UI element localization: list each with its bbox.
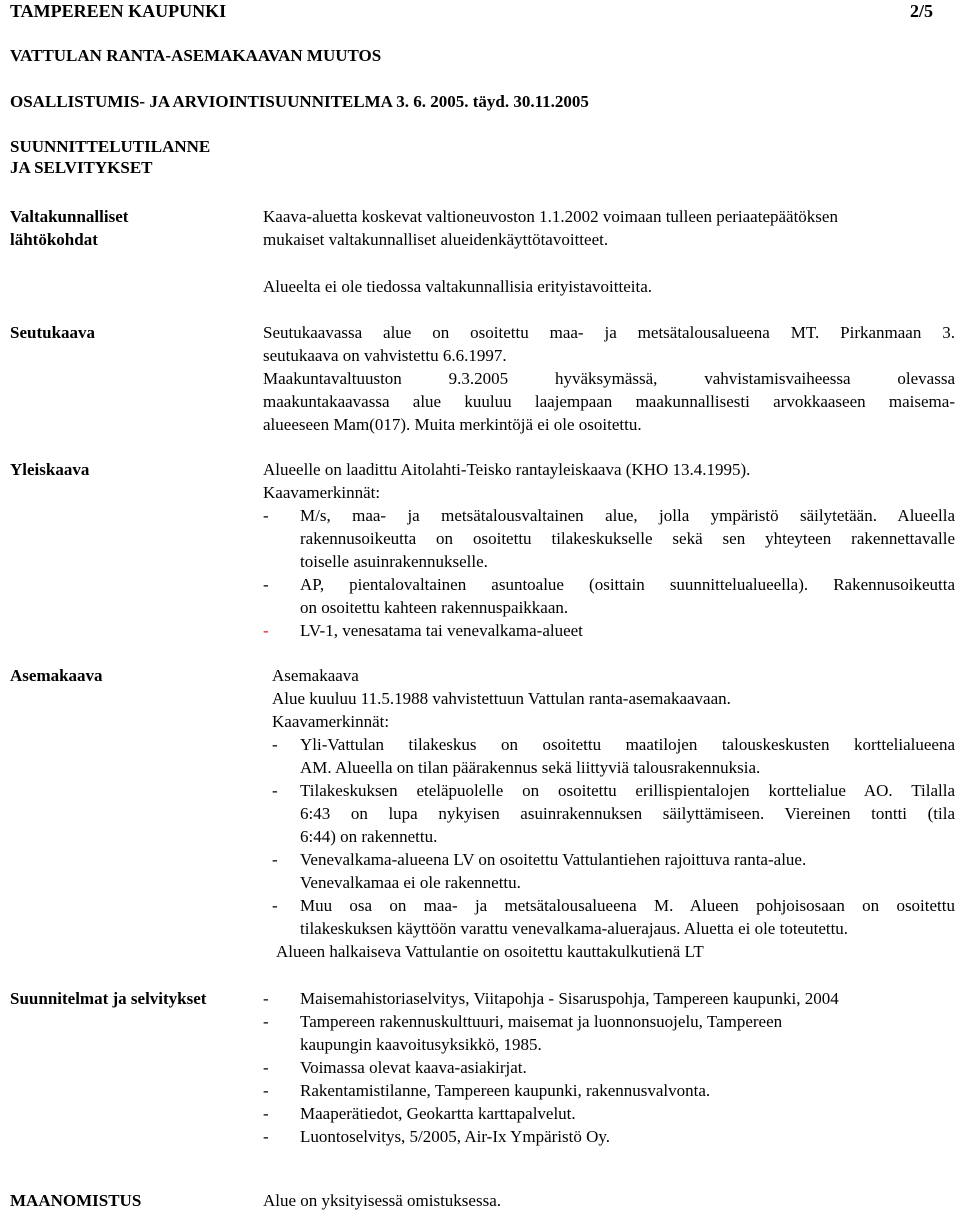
suunnitelmat-item-2-line-1: Tampereen rakennuskulttuuri, maisemat ja luonnonsuojelu, Tampereen [300,1012,783,1031]
suunnitelmat-item-4: Rakentamistilanne, Tampereen kaupunki, rakennusvalvonta. [300,1081,711,1100]
suunnitelmat-dash-4: - [263,1081,269,1100]
asemakaava-item-2-line-2: 6:43 on lupa nykyisen asuinrakennuksen säilyttämiseen. Viereinen tontti (tila [300,804,955,823]
asemakaava-heading: Asemakaava [272,666,359,685]
yleiskaava-dash-3-red: - [263,621,269,640]
yleiskaava-line-2: Kaavamerkinnät: [263,483,381,502]
yleiskaava-item-2-line-1: AP, pientalovaltainen asuntoalue (osittain suunnittelualueella). Rakennusoikeutta [300,575,955,594]
yleiskaava-item-3-line-1: LV-1, venesatama tai venevalkama-alueet [300,621,583,640]
section-heading-line1: SUUNNITTELUTILANNE [10,137,211,156]
seutukaava-label: Seutukaava [10,323,96,342]
yleiskaava-dash-2: - [263,575,269,594]
seutukaava-line-4: maakuntakaavassa alue kuuluu laajempaan maakunnallisesti arvokkaaseen maisema- [263,392,955,411]
maanomistus-text: Alue on yksityisessä omistuksessa. [263,1191,501,1210]
valtakunnalliset-label-1: Valtakunnalliset [10,207,129,226]
suunnitelmat-dash-5: - [263,1104,269,1123]
yleiskaava-label: Yleiskaava [10,460,90,479]
suunnitelmat-item-2-line-2: kaupungin kaavoitusyksikkö, 1985. [300,1035,542,1054]
asemakaava-line-1: Alue kuuluu 11.5.1988 vahvistettuun Vattulan ranta-asemakaavaan. [272,689,731,708]
asemakaava-dash-3: - [272,850,278,869]
asemakaava-item-3-line-1: Venevalkama-alueena LV on osoitettu Vattulantiehen rajoittuva ranta-alue. [300,850,807,869]
section-heading-line2: JA SELVITYKSET [10,158,153,177]
page-number: 2/5 [910,1,934,21]
asemakaava-item-3-line-2: Venevalkamaa ei ole rakennettu. [300,873,521,892]
document-subtitle: OSALLISTUMIS- JA ARVIOINTISUUNNITELMA 3. 6. 2005. täyd. 30.11.2005 [10,92,589,111]
suunnitelmat-dash-3: - [263,1058,269,1077]
asemakaava-label: Asemakaava [10,666,103,685]
valtakunnalliset-text-2: mukaiset valtakunnalliset alueidenkäyttötavoitteet. [263,230,609,249]
suunnitelmat-item-6: Luontoselvitys, 5/2005, Air-Ix Ympäristö Oy. [300,1127,611,1146]
yleiskaava-item-1-line-2: rakennusoikeutta on osoitettu tilakeskukselle sekä sen yhteyteen rakennettavalle [300,529,955,548]
yleiskaava-dash-1: - [263,506,269,525]
seutukaava-line-3: Maakuntavaltuuston 9.3.2005 hyväksymässä, vahvistamisvaiheessa olevassa [263,369,955,388]
asemakaava-item-4-line-1: Muu osa on maa- ja metsätalousalueena M. Alueen pohjoisosaan on osoitettu [300,896,955,915]
yleiskaava-line-1: Alueelle on laadittu Aitolahti-Teisko rantayleiskaava (KHO 13.4.1995). [263,460,751,479]
suunnitelmat-item-3: Voimassa olevat kaava-asiakirjat. [300,1058,527,1077]
seutukaava-line-2: seutukaava on vahvistettu 6.6.1997. [263,346,507,365]
valtakunnalliset-text-1: Kaava-aluetta koskevat valtioneuvoston 1.1.2002 voimaan tulleen periaatepäätöksen [263,207,838,226]
yleiskaava-item-1-line-1: M/s, maa- ja metsätalousvaltainen alue, jolla ympäristö säilytetään. Alueella [300,506,955,525]
asemakaava-item-4-line-2: tilakeskuksen käyttöön varattu venevalkama-aluerajaus. Aluetta ei ole toteutettu. [300,919,849,938]
valtakunnalliset-text-3: Alueelta ei ole tiedossa valtakunnallisia erityistavoitteita. [263,277,652,296]
asemakaava-footer: Alueen halkaiseva Vattulantie on osoitettu kauttakulkutienä LT [276,942,704,961]
suunnitelmat-dash-6: - [263,1127,269,1146]
asemakaava-dash-1: - [272,735,278,754]
suunnitelmat-dash-1: - [263,989,269,1008]
asemakaava-item-2-line-1: Tilakeskuksen eteläpuolelle on osoitettu erillispientalojen korttelialue AO. Tilalla [300,781,955,800]
valtakunnalliset-label-2: lähtökohdat [10,230,98,249]
suunnitelmat-item-5: Maaperätiedot, Geokartta karttapalvelut. [300,1104,576,1123]
asemakaava-dash-4: - [272,896,278,915]
document-title: VATTULAN RANTA-ASEMAKAAVAN MUUTOS [10,46,382,65]
asemakaava-item-1-line-1: Yli-Vattulan tilakeskus on osoitettu maatilojen talouskeskusten korttelialueena [300,735,955,754]
seutukaava-line-1: Seutukaavassa alue on osoitettu maa- ja metsätalousalueena MT. Pirkanmaan 3. [263,323,955,342]
asemakaava-dash-2: - [272,781,278,800]
yleiskaava-item-1-line-3: toiselle asuinrakennukselle. [300,552,488,571]
suunnitelmat-dash-2: - [263,1012,269,1031]
yleiskaava-item-2-line-2: on osoitettu kahteen rakennuspaikkaan. [300,598,569,617]
asemakaava-line-2: Kaavamerkinnät: [272,712,390,731]
maanomistus-label: MAANOMISTUS [10,1191,142,1210]
org-name: TAMPEREEN KAUPUNKI [10,1,227,21]
seutukaava-line-5: alueeseen Mam(017). Muita merkintöjä ei ole osoitettu. [263,415,642,434]
suunnitelmat-item-1: Maisemahistoriaselvitys, Viitapohja - Sisaruspohja, Tampereen kaupunki, 2004 [300,989,839,1008]
asemakaava-item-1-line-2: AM. Alueella on tilan päärakennus sekä liittyviä talousrakennuksia. [300,758,761,777]
suunnitelmat-label: Suunnitelmat ja selvitykset [10,989,207,1008]
asemakaava-item-2-line-3: 6:44) on rakennettu. [300,827,438,846]
